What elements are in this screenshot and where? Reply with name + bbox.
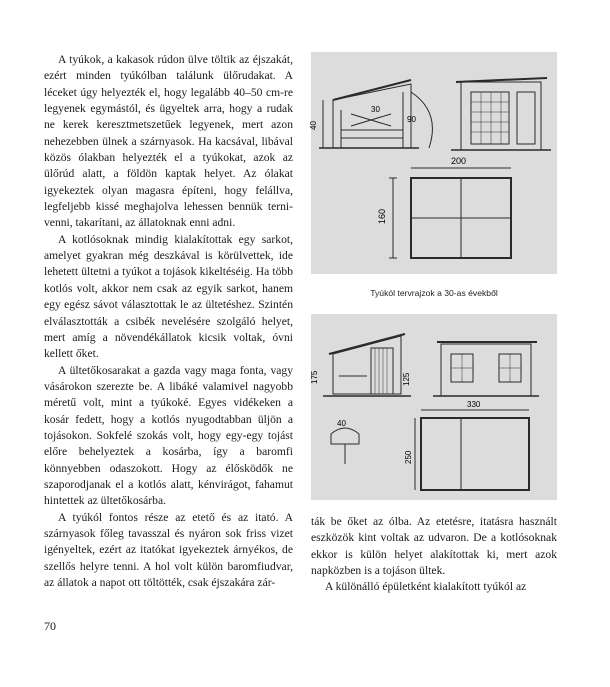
- paragraph: A kotlósoknak mindig kialakítottak egy sarkot, amelyet gyakran még deszkával is körülvettek, ide lehetett ültetni a tyúkot a tojások kikeltéséig. Ha több kotlós volt, akkor nem csak az egyik sarkot, hanem egy egész sávot választottak le az ültetéshez. Szintén elválasztották a csibék nevelésére szolgáló helyet, mert amíg a növendékállatok kicsik voltak, óvni kellett őket.: [44, 232, 293, 361]
- text-column-right: [311, 514, 557, 596]
- figure-coop-plan-top: [311, 52, 557, 274]
- dimension-label: 90: [407, 115, 416, 124]
- architectural-drawing-1: [311, 52, 557, 274]
- dimension-label: 175: [310, 370, 319, 384]
- dimension-label: 125: [402, 372, 411, 386]
- dimension-label: 160: [377, 208, 387, 224]
- paragraph: A különálló épületként kialakított tyúkól az: [325, 580, 527, 594]
- paragraph: A tyúkok, a kakasok rúdon ülve töltik az éjszakát, ezért minden tyúkólban találunk ülőrudakat. A léceket úgy helyezték el, hogy legalább 40–50 cm-re legyenek egymástól, és ügyeltek arra, hogy a rudak ne kerek keresztmetszetűek legyenek, mert azon nehezebben ülnek a szárnyasok. Ha kacsával, libával közös ólakban helyezték el a tyúkokat, azok az ülőrúd alatt, a földön kaptak helyet. Az ólakat igyekeztek olyan magasra építeni, hogy felállva, legfeljebb kissé meghajolva lehessen bennük terni-venni, takarítani, az állatoknak enni adni.: [44, 53, 293, 230]
- page-number: 70: [44, 619, 56, 633]
- dimension-label: 40: [309, 121, 318, 130]
- dimension-label: 250: [404, 450, 413, 464]
- figure-coop-plan-bottom: [311, 314, 557, 500]
- dimension-label: 30: [371, 105, 380, 114]
- figure-caption: Tyúkól tervrajzok a 30-as évekből: [370, 288, 498, 298]
- dimension-label: 200: [451, 156, 467, 166]
- dimension-label: 330: [467, 400, 481, 409]
- dimension-label: 40: [337, 419, 346, 428]
- paragraph: ták be őket az ólba. Az etetésre, itatásra használt eszközök kint voltak az udvaron. De a kotlósoknak ekkor is külön helyet alakítottak ki, mert azok napközben is a tojáson ültek.: [311, 515, 557, 578]
- text-column-left: [44, 52, 293, 591]
- paragraph: A tyúkól fontos része az etető és az itató. A szárnyasok főleg tavasszal és nyáron sok friss vizet igényeltek, ezért az itatókat igyekeztek árnyékos, de szellős helyre tenni. A hol volt külön baromfiudvar, az állatok a napot ott töltötték, csak éjszakára zár-: [44, 510, 293, 589]
- architectural-drawing-2: [311, 314, 557, 500]
- paragraph: A ültetőkosarakat a gazda vagy maga fonta, vagy vásárokon szerezte be. A libáké valamivel nagyobb méretű volt, mint a tyúkoké. Egyes vidékeken a kosár fedett, hogy a kotlós nyugodtabban üljön a tojásokon. Sokfelé szokás volt, hogy egy-egy tojást előre behelyeztek a kosárba, így a baromfi könnyebben odaszokott. Hogy az élősködők ne szaporodjanak el a kotlós alatt, kénvirágot, fahamut hintettek az ültetőkosárba.: [44, 363, 293, 508]
